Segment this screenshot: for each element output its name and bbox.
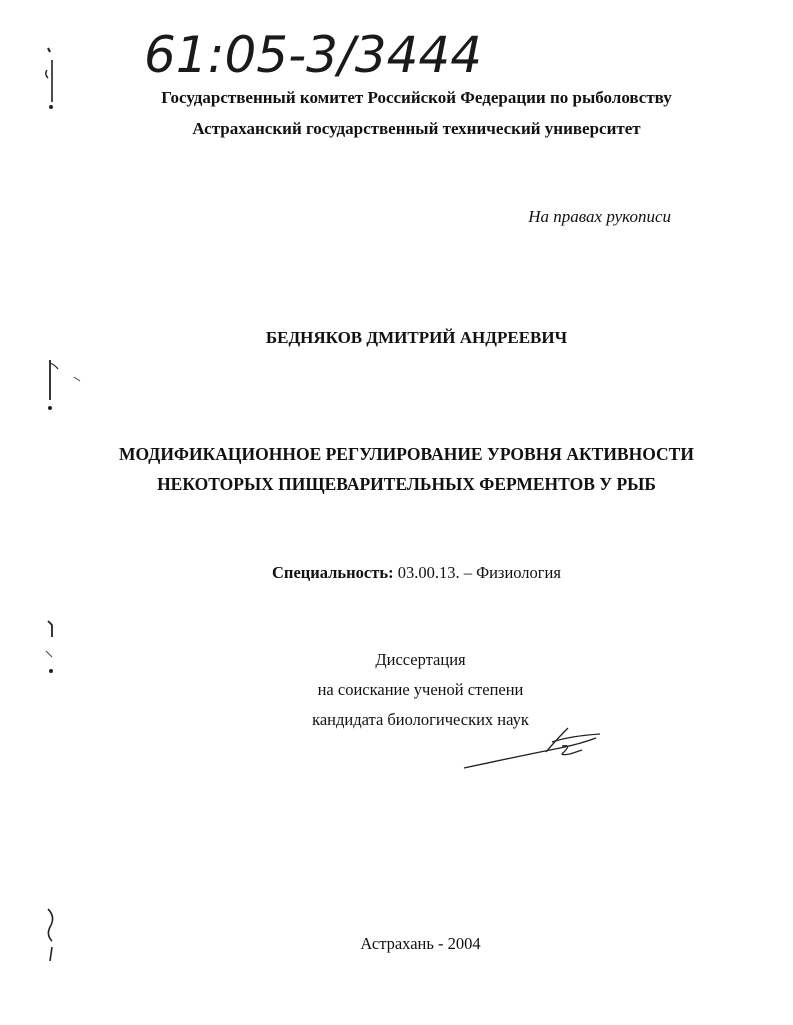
handwritten-archive-number — [140, 22, 500, 84]
dissertation-line-1: Диссертация — [375, 650, 466, 669]
handwritten-archive-number-text: 61:05-3/3444 — [144, 26, 483, 84]
author-name: БЕДНЯКОВ ДМИТРИЙ АНДРЕЕВИЧ — [265, 328, 568, 347]
binding-marks-lower — [30, 615, 90, 680]
specialty-label: Специальность: — [272, 563, 394, 582]
binding-marks-middle — [30, 355, 90, 420]
rights-note: На правах рукописи — [528, 207, 671, 226]
handwritten-signature — [460, 722, 610, 772]
organization-name: Государственный комитет Российской Федерации по рыболовству — [161, 88, 672, 107]
specialty-value: 03.00.13. – Физиология — [397, 563, 561, 582]
thesis-title-line-2: НЕКОТОРЫХ ПИЩЕВАРИТЕЛЬНЫХ ФЕРМЕНТОВ У РЫБ — [157, 474, 656, 494]
dissertation-line-3: кандидата биологических наук — [312, 710, 529, 729]
university-name: Астраханский государственный технический университет — [192, 119, 641, 138]
dissertation-line-2: на соискание ученой степени — [317, 680, 524, 699]
place-and-year: Астрахань - 2004 — [360, 934, 481, 953]
specialty — [20, 563, 793, 583]
thesis-title-line-1: МОДИФИКАЦИОННОЕ РЕГУЛИРОВАНИЕ УРОВНЯ АКТИВНОСТИ — [119, 444, 694, 464]
